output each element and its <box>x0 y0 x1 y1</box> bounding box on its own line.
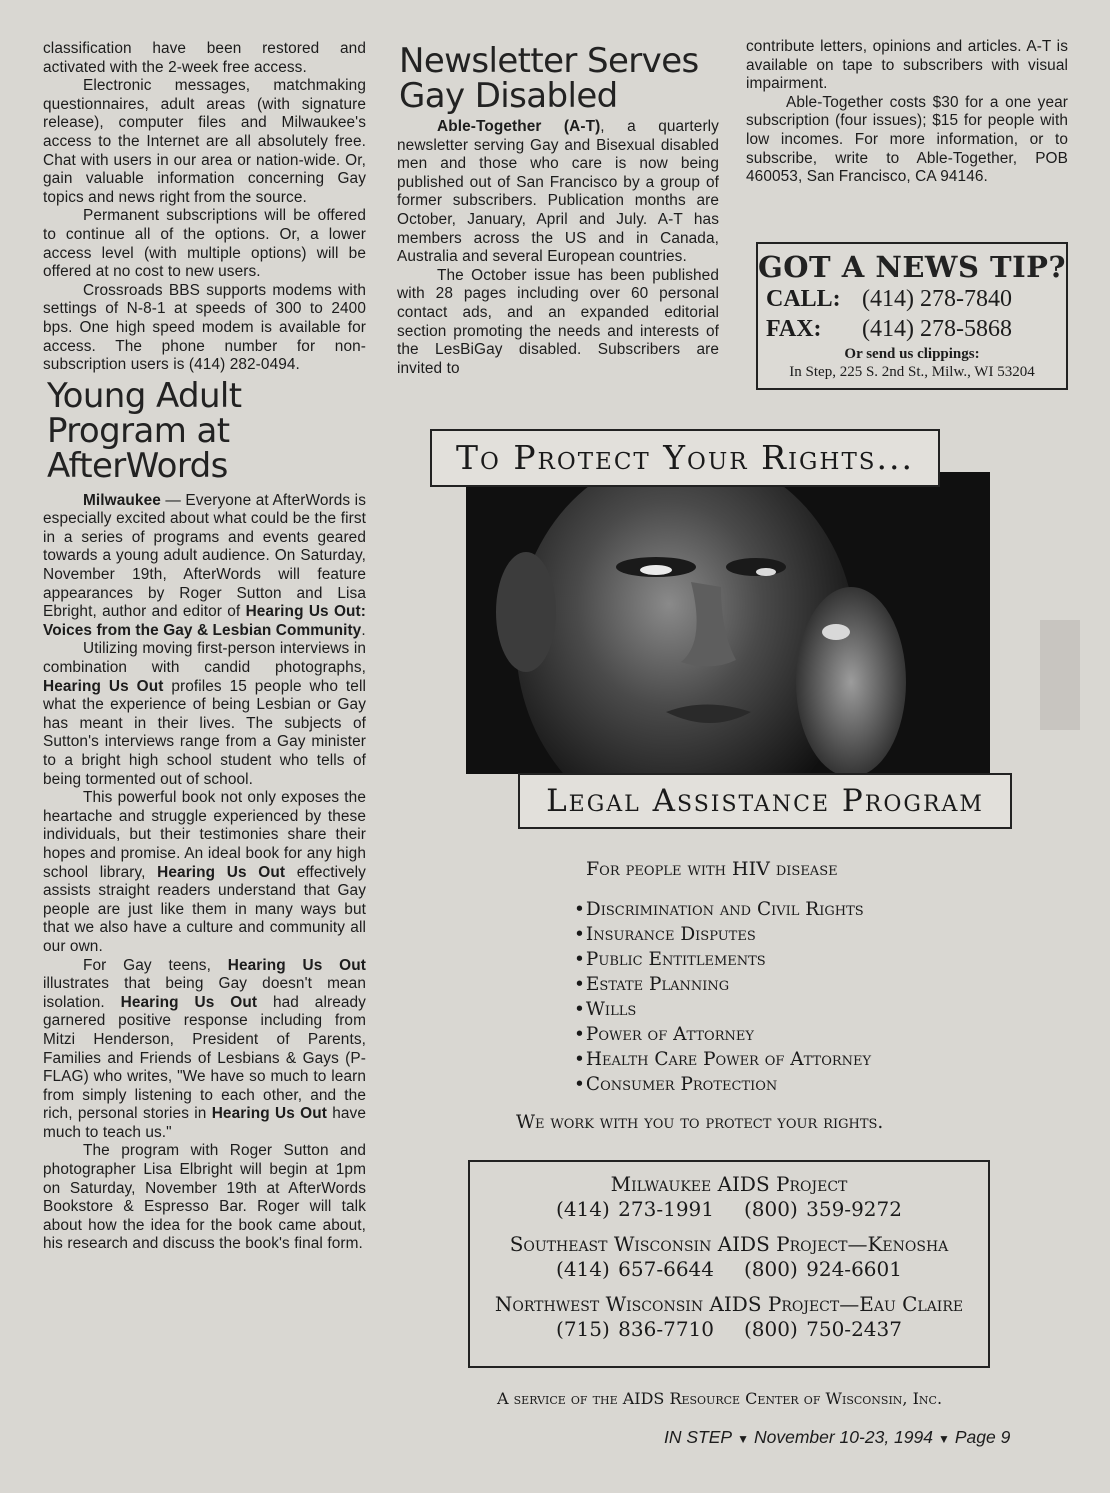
page-footer <box>664 1427 1010 1448</box>
text-run: had already garnered positive response including from Mitzi Henderson, President of Parents, Families and Friends of Lesbians & Gays (P-FLAG) who writes, "We have so much to learn from simply listening to each other, and the rich, personal stories in <box>43 993 366 1123</box>
right-column <box>746 38 1068 187</box>
contact-org: Milwaukee AIDS Project <box>610 1172 848 1196</box>
newsletter-article-cont <box>746 38 1068 187</box>
service-item: • Insurance Disputes <box>574 922 871 947</box>
phone-local: (414) 273-1991 <box>556 1197 714 1221</box>
service-item: • Discrimination and Civil Rights <box>574 897 871 922</box>
fax-row <box>766 314 1066 344</box>
text-run: — Everyone at AfterWords is especially excited about what could be the first in a series of programs and events geared towards a young adult audience. On Saturday, November 19th, AfterWords will feature appearances by Roger Sutton and Lisa Ebright, author and editor of <box>43 491 366 621</box>
dateline: Milwaukee <box>83 491 161 509</box>
text-run: illustrates that being Gay doesn't mean isolation. <box>43 975 366 1011</box>
text-run: profiles 15 people who tell what the experience of being Lesbian or Gay has meant in their lives. The subjects of Sutton's interviews range from a Gay minister to a bright high school student who tells of being tormented out of school. <box>43 677 366 788</box>
book-title: Hearing Us Out <box>43 677 164 695</box>
ad-contact-box <box>468 1160 990 1368</box>
ad-tagline: We work with you to protect your rights. <box>516 1112 884 1133</box>
contact-phones <box>470 1196 988 1222</box>
contact-group <box>470 1232 988 1282</box>
text-run: have much to teach us." <box>43 1105 366 1141</box>
ad-top-banner: To Protect Your Rights... <box>430 429 940 487</box>
fax-label: FAX: <box>766 316 822 342</box>
young-adult-headline: Young Adult Program at AfterWords <box>47 375 242 486</box>
service-item: • Health Care Power of Attorney <box>574 1047 871 1072</box>
news-tip-title: GOT A NEWS TIP? <box>758 250 1066 284</box>
crossroads-bbs-article <box>43 40 366 375</box>
phone-local: (414) 657-6644 <box>556 1257 714 1281</box>
triangle-separator-icon: ▼ <box>937 1432 950 1446</box>
phone-tollfree: (800) 359-9272 <box>744 1197 902 1221</box>
portrait-illustration <box>466 472 990 774</box>
book-title: Hearing Us Out <box>120 993 258 1011</box>
article-paragraph: Crossroads BBS supports modems with settings of N-8-1 at speeds of 300 to 2400 bps. One high speed modem is available for access. The phone number for non-subscription users is (414) 282-0494. <box>43 281 366 374</box>
article-paragraph <box>397 118 719 267</box>
phone-tollfree: (800) 924-6601 <box>744 1257 902 1281</box>
service-item: • Power of Attorney <box>574 1022 871 1047</box>
article-paragraph: classification have been restored and activated with the 2-week free access. <box>43 40 366 76</box>
newsletter-name: Able-Together (A-T) <box>437 118 601 135</box>
article-paragraph <box>43 492 366 641</box>
contact-group <box>470 1292 988 1342</box>
article-paragraph: Permanent subscriptions will be offered to continue all of the options. Or, a lower access level (with multiple options) will be offered at no cost to new users. <box>43 207 366 281</box>
middle-column <box>397 40 719 378</box>
article-paragraph: Able-Together costs $30 for a one year subscription (four issues); $15 for people with low incomes. For more information, or to subscribe, write to Able-Together, POB 460053, San Francisco, CA 94146. <box>746 93 1068 186</box>
ad-audience-line: For people with HIV disease <box>586 858 838 880</box>
text-run: effectively assists straight readers understand that Gay people are just like them in many ways but that we also have a culture and community all our own. <box>43 863 366 955</box>
issue-date: November 10-23, 1994 <box>753 1427 933 1447</box>
service-item: • Consumer Protection <box>574 1072 871 1097</box>
text-run: , a quarterly newsletter serving Gay and Bisexual disabled men and those who care is now being published out of San Francisco by a group of former subscribers. Publication months are October, January, April and July. A-T has members across the US and in Canada, Australia and several European countries. <box>397 118 719 266</box>
contact-phones <box>470 1316 988 1342</box>
article-paragraph: The October issue has been published with 28 pages including over 60 personal contact ads, and an expanded editorial section promoting the needs and interests of the LesBiGay disabled. Subscribers are invited to <box>397 266 719 377</box>
contact-phones <box>470 1256 988 1282</box>
service-item: • Wills <box>574 997 871 1022</box>
book-title: Hearing Us Out <box>157 863 286 881</box>
young-adult-article <box>43 492 366 1254</box>
article-paragraph <box>43 789 366 956</box>
bleed-through <box>1040 620 1080 730</box>
clippings-title: Or send us clippings: <box>844 346 980 362</box>
contact-org: Southeast Wisconsin AIDS Project—Kenosha <box>509 1232 949 1256</box>
news-tip-box <box>756 242 1068 390</box>
call-number: (414) 278-7840 <box>862 286 1012 312</box>
service-item: • Estate Planning <box>574 972 871 997</box>
book-title: Hearing Us Out <box>227 956 366 974</box>
newsletter-article <box>397 118 719 378</box>
ad-services-list <box>574 897 871 1097</box>
ad-sponsor-line: A service of the AIDS Resource Center of Wisconsin, Inc. <box>497 1389 943 1408</box>
article-paragraph: The program with Roger Sutton and photographer Lisa Elbright will begin at 1pm on Saturday, November 19th at AfterWords Bookstore & Espresso Bar. Roger will talk about how the idea for the book came about, his research and discuss the book's final form. <box>43 1142 366 1253</box>
text-run: For Gay teens, <box>83 956 228 974</box>
article-paragraph <box>43 640 366 789</box>
call-label: CALL: <box>766 286 841 312</box>
text-run: Utilizing moving first-person interviews in combination with candid photographs, <box>43 640 366 677</box>
contact-group <box>470 1172 988 1222</box>
phone-local: (715) 836-7710 <box>556 1317 714 1341</box>
fax-number: (414) 278-5868 <box>862 316 1012 342</box>
triangle-separator-icon: ▼ <box>737 1432 749 1446</box>
article-paragraph: contribute letters, opinions and articles. A-T is available on tape to subscribers with visual impairment. <box>746 38 1068 93</box>
clippings-address: In Step, 225 S. 2nd St., Milw., WI 53204 <box>789 364 1035 380</box>
left-column <box>43 40 366 1254</box>
text-run: This powerful book not only exposes the heartache and struggle experienced by these individuals, but their testimonies share their hopes and promise. An ideal book for any high school library, <box>43 789 366 881</box>
call-row <box>766 284 1066 314</box>
article-paragraph <box>43 957 366 1143</box>
ad-program-banner: Legal Assistance Program <box>518 773 1012 829</box>
article-paragraph: Electronic messages, matchmaking questionnaires, adult areas (with signature release), computer files and Milwaukee's access to the Internet are all absolutely free. Chat with users in our area or nation-wide. Or, gain valuable information concerning Gay topics and news right from the source. <box>43 77 366 206</box>
phone-tollfree: (800) 750-2437 <box>744 1317 902 1341</box>
service-item: • Public Entitlements <box>574 947 871 972</box>
publication-name: IN STEP <box>664 1427 733 1447</box>
text-run: . <box>361 621 366 639</box>
contact-org: Northwest Wisconsin AIDS Project—Eau Claire <box>494 1292 964 1316</box>
book-title: Hearing Us Out: Voices from the Gay & Lesbian Community <box>43 603 367 639</box>
page-number: Page 9 <box>954 1427 1011 1447</box>
newsletter-headline: Newsletter Serves Gay Disabled <box>399 41 699 116</box>
ad-portrait-photo <box>466 472 990 774</box>
book-title: Hearing Us Out <box>211 1105 327 1123</box>
